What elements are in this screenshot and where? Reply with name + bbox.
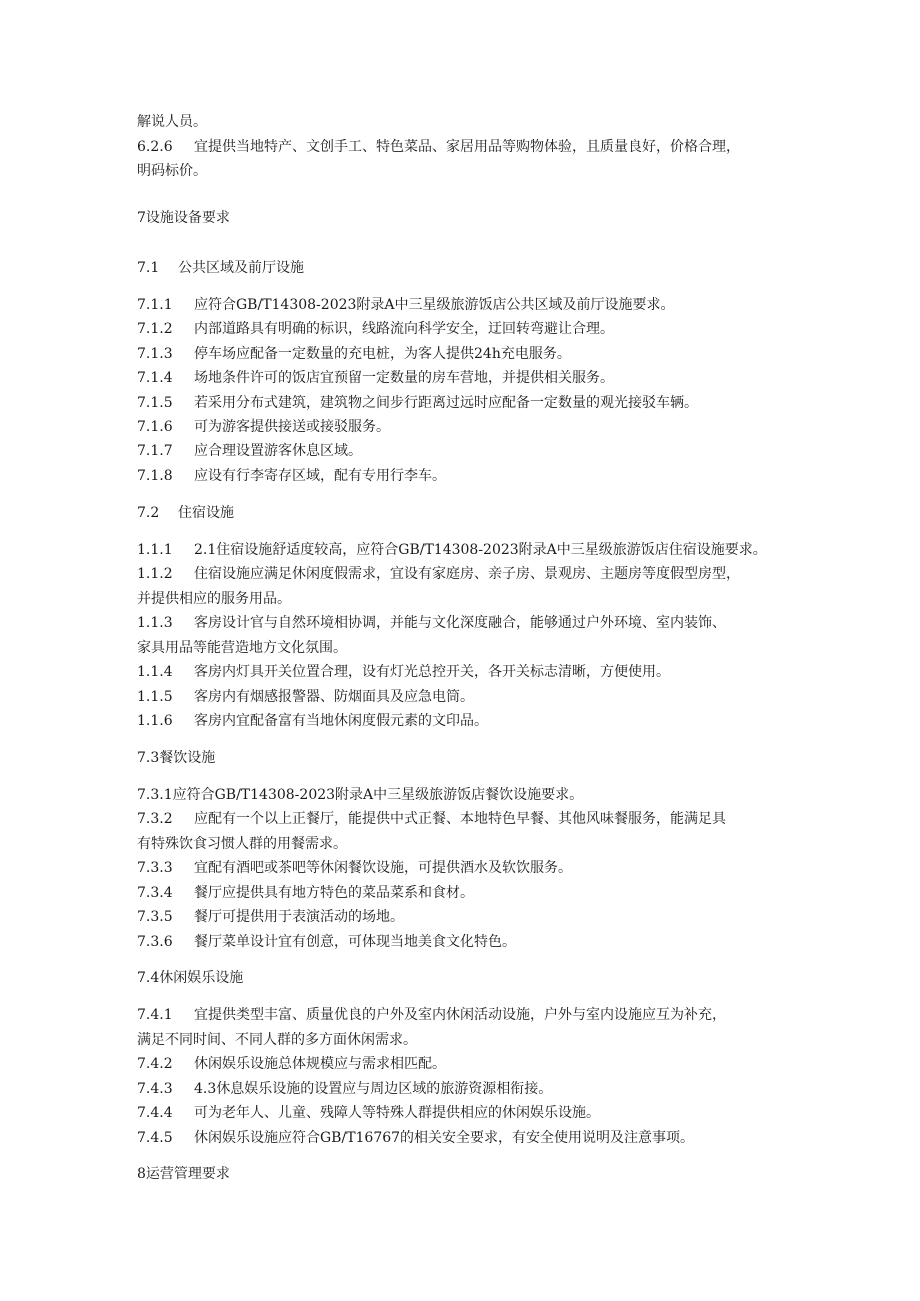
- clause-number: 7.4.5: [137, 1130, 173, 1146]
- clause-number: 7.1: [137, 260, 160, 276]
- clause-text: 休闲娱乐设施总体规模应与需求相匹配。: [194, 1056, 446, 1072]
- clause-text: 应合理设置游客休息区域。: [194, 443, 362, 459]
- clause-7-3-6: [137, 932, 516, 952]
- clause-text: 公共区域及前厅设施: [178, 260, 304, 276]
- clause-7-3-4: [137, 883, 474, 903]
- clause-number: 1.1.6: [137, 713, 173, 729]
- clause-7-4-4: [137, 1103, 600, 1123]
- clause-number: 7.4.4: [137, 1105, 173, 1121]
- clause-number: 7.1.2: [137, 321, 173, 337]
- clause-text: 4.3休息娱乐设施的设置应与周边区域的旅游资源相衔接。: [194, 1081, 553, 1097]
- clause-7-1-6: [137, 417, 390, 437]
- clause-text: 应配有一个以上正餐厅，能提供中式正餐、本地特色早餐、其他风味餐服务，能满足具: [194, 811, 726, 827]
- clause-number: 1.1.2: [137, 566, 173, 582]
- subsection-heading-7-2: [137, 503, 234, 523]
- paragraph-line: 有特殊饮食习惯人群的用餐需求。: [137, 836, 347, 852]
- clause-number: 7.1.1: [137, 297, 173, 313]
- clause-number: 7.4.2: [137, 1056, 173, 1072]
- clause-1-1-3: [137, 613, 726, 633]
- clause-7-1-8: [137, 466, 446, 486]
- clause-text: 场地条件许可的饭店宜预留一定数量的房车营地，并提供相关服务。: [194, 370, 614, 386]
- clause-number: 7.1.8: [137, 468, 173, 484]
- clause-text: 客房内宜配备富有当地休闲度假元素的文印品。: [194, 713, 488, 729]
- clause-text: 内部道路具有明确的标识，线路流向科学安全，迂回转弯避让合理。: [194, 321, 614, 337]
- clause-number: 7.1.5: [137, 395, 173, 411]
- clause-text: 若采用分布式建筑，建筑物之间步行距离过远时应配备一定数量的观光接驳车辆。: [194, 395, 698, 411]
- clause-text: 宜提供类型丰富、质量优良的户外及室内休闲活动设施，户外与室内设施应互为补充，: [194, 1007, 726, 1023]
- clause-number: 1.1.5: [137, 689, 173, 705]
- clause-number: 7.1.7: [137, 443, 173, 459]
- clause-number: 1.1.1: [137, 542, 173, 558]
- clause-7-4-3: [137, 1079, 552, 1099]
- clause-7-1-7: [137, 441, 362, 461]
- clause-text: 宜配有酒吧或茶吧等休闲餐饮设施，可提供酒水及软饮服务。: [194, 860, 572, 876]
- paragraph-line: 明码标价。: [137, 163, 207, 179]
- clause-text: 2.1住宿设施舒适度较高，应符合GB/T14308-2023附录A中三星级旅游饭店住宿设施要求。: [194, 542, 767, 558]
- clause-text: 可为老年人、儿童、残障人等特殊人群提供相应的休闲娱乐设施。: [194, 1105, 600, 1121]
- clause-7-1-3: [137, 344, 571, 364]
- clause-text: 休闲娱乐设施应符合GB/T16767的相关安全要求，有安全使用说明及注意事项。: [194, 1130, 695, 1146]
- paragraph-line: 并提供相应的服务用品。: [137, 591, 291, 607]
- clause-text: 餐厅应提供具有地方特色的菜品菜系和食材。: [194, 885, 474, 901]
- clause-text: 住宿设施应满足休闲度假需求，宜设有家庭房、亲子房、景观房、主题房等度假型房型，: [194, 566, 740, 582]
- paragraph-line: 解说人员。: [137, 114, 207, 130]
- clause-number: 7.2: [137, 505, 160, 521]
- clause-7-1-5: [137, 393, 698, 413]
- section-heading-7: 7设施设备要求: [137, 210, 230, 226]
- subsection-heading-7-3: 7.3餐饮设施: [137, 750, 216, 766]
- clause-7-1-1: [137, 295, 675, 315]
- clause-1-1-6: [137, 711, 488, 731]
- section-heading-8: 8运营管理要求: [137, 1166, 230, 1182]
- clause-text: 餐厅可提供用于表演活动的场地。: [194, 909, 404, 925]
- clause-text: 住宿设施: [178, 505, 234, 521]
- clause-number: 7.3.5: [137, 909, 173, 925]
- paragraph-line: 家具用品等能营造地方文化氛围。: [137, 640, 347, 656]
- clause-1-1-4: [137, 662, 670, 682]
- clause-7-4-5: [137, 1128, 694, 1148]
- clause-7-3-1: 7.3.1应符合GB/T14308-2023附录A中三星级旅游饭店餐饮设施要求。: [137, 787, 584, 803]
- clause-number: 7.1.6: [137, 419, 173, 435]
- clause-number: 7.1.3: [137, 346, 173, 362]
- subsection-heading-7-1: [137, 258, 304, 278]
- clause-number: 7.4.1: [137, 1007, 173, 1023]
- clause-1-1-1: [137, 540, 767, 560]
- clause-number: 1.1.3: [137, 615, 173, 631]
- clause-number: 7.3.6: [137, 934, 173, 950]
- clause-7-1-4: [137, 368, 614, 388]
- clause-number: 7.3.3: [137, 860, 173, 876]
- paragraph-line: 满足不同时间、不同人群的多方面休闲需求。: [137, 1032, 417, 1048]
- clause-text: 宜提供当地特产、文创手工、特色菜品、家居用品等购物体验，且质量良好，价格合理，: [194, 139, 740, 155]
- clause-text: 客房内灯具开关位置合理，设有灯光总控开关，各开关标志清晰，方便使用。: [194, 664, 670, 680]
- clause-text: 停车场应配备一定数量的充电桩，为客人提供24h充电服务。: [194, 346, 571, 362]
- clause-number: 7.1.4: [137, 370, 173, 386]
- clause-number: 6.2.6: [137, 139, 173, 155]
- clause-number: 7.3.2: [137, 811, 173, 827]
- clause-text: 可为游客提供接送或接驳服务。: [194, 419, 390, 435]
- clause-1-1-2: [137, 564, 740, 584]
- clause-text: 应设有行李寄存区域，配有专用行李车。: [194, 468, 446, 484]
- clause-number: 7.3.4: [137, 885, 173, 901]
- clause-7-3-2: [137, 809, 726, 829]
- clause-7-1-2: [137, 319, 614, 339]
- clause-1-1-5: [137, 687, 474, 707]
- clause-text: 客房设计官与自然环境相协调，并能与文化深度融合，能够通过户外环境、室内装饰、: [194, 615, 726, 631]
- clause-text: 餐厅菜单设计宜有创意，可体现当地美食文化特色。: [194, 934, 516, 950]
- clause-text: 应符合GB/T14308-2023附录A中三星级旅游饭店公共区域及前厅设施要求。: [194, 297, 675, 313]
- clause-6-2-6: [137, 137, 740, 157]
- clause-number: 1.1.4: [137, 664, 173, 680]
- clause-number: 7.4.3: [137, 1081, 173, 1097]
- clause-7-3-3: [137, 858, 572, 878]
- subsection-heading-7-4: 7.4休闲娱乐设施: [137, 970, 244, 986]
- clause-7-3-5: [137, 907, 404, 927]
- clause-7-4-1: [137, 1005, 726, 1025]
- clause-7-4-2: [137, 1054, 446, 1074]
- clause-text: 客房内有烟感报警器、防烟面具及应急电筒。: [194, 689, 474, 705]
